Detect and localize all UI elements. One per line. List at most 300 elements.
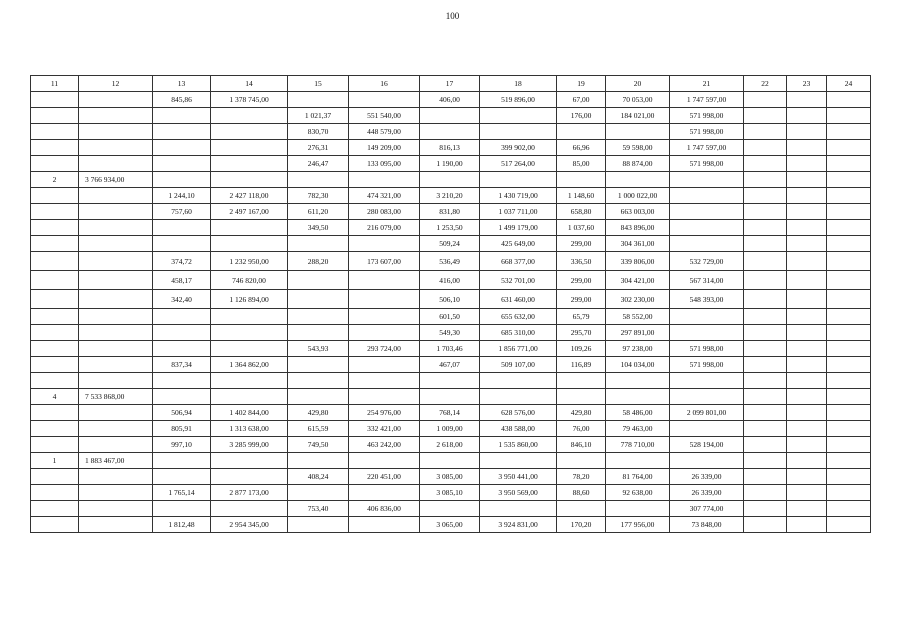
table-cell — [827, 140, 871, 156]
table-cell — [744, 309, 787, 325]
column-header: 13 — [153, 76, 211, 92]
table-row — [31, 469, 871, 485]
table-cell — [79, 124, 153, 140]
table-cell — [670, 188, 744, 204]
table-cell — [827, 172, 871, 188]
table-cell: 997,10 — [153, 437, 211, 453]
table-cell: 276,31 — [288, 140, 349, 156]
table-cell — [420, 501, 480, 517]
table-cell — [480, 453, 557, 469]
table-cell: 548 393,00 — [670, 290, 744, 309]
table-cell — [787, 437, 827, 453]
table-cell — [288, 92, 349, 108]
table-cell — [480, 373, 557, 389]
table-row — [31, 389, 871, 405]
table-cell: 295,70 — [557, 325, 606, 341]
table-cell — [31, 156, 79, 172]
table-cell: 1 009,00 — [420, 421, 480, 437]
table-cell — [153, 453, 211, 469]
table-cell: 506,10 — [420, 290, 480, 309]
table-cell — [787, 389, 827, 405]
table-cell: 246,47 — [288, 156, 349, 172]
table-cell — [420, 453, 480, 469]
table-cell: 3 950 569,00 — [480, 485, 557, 501]
table-cell — [211, 373, 288, 389]
table-cell: 571 998,00 — [670, 156, 744, 172]
table-cell: 2 497 167,00 — [211, 204, 288, 220]
table-cell: 1 190,00 — [420, 156, 480, 172]
table-cell: 81 764,00 — [606, 469, 670, 485]
table-cell — [79, 204, 153, 220]
table-cell — [744, 453, 787, 469]
table-cell: 1 037,60 — [557, 220, 606, 236]
table-cell — [827, 124, 871, 140]
table-cell: 26 339,00 — [670, 469, 744, 485]
table-cell: 173 607,00 — [349, 252, 420, 271]
table-cell: 1 856 771,00 — [480, 341, 557, 357]
table-cell: 846,10 — [557, 437, 606, 453]
table-cell — [79, 469, 153, 485]
table-row — [31, 236, 871, 252]
table-cell: 220 451,00 — [349, 469, 420, 485]
table-cell — [557, 172, 606, 188]
table-cell: 3 085,10 — [420, 485, 480, 501]
table-cell — [787, 341, 827, 357]
table-cell — [211, 172, 288, 188]
table-cell: 176,00 — [557, 108, 606, 124]
table-cell — [31, 437, 79, 453]
table-cell: 753,40 — [288, 501, 349, 517]
table-cell — [31, 220, 79, 236]
table-cell: 302 230,00 — [606, 290, 670, 309]
table-cell — [79, 108, 153, 124]
table-cell: 1 021,37 — [288, 108, 349, 124]
table-cell: 3 065,00 — [420, 517, 480, 533]
column-header: 19 — [557, 76, 606, 92]
table-cell — [79, 325, 153, 341]
table-cell: 571 998,00 — [670, 357, 744, 373]
table-cell — [31, 325, 79, 341]
table-row — [31, 325, 871, 341]
table-cell — [827, 156, 871, 172]
table-cell — [153, 389, 211, 405]
table-cell: 216 079,00 — [349, 220, 420, 236]
column-header: 23 — [787, 76, 827, 92]
table-cell — [153, 156, 211, 172]
table-cell: 3 210,20 — [420, 188, 480, 204]
table-cell — [744, 204, 787, 220]
table-cell: 297 891,00 — [606, 325, 670, 341]
table-cell: 1 883 467,00 — [79, 453, 153, 469]
table-cell: 1 253,50 — [420, 220, 480, 236]
table-cell — [288, 172, 349, 188]
table-cell: 1 402 844,00 — [211, 405, 288, 421]
table-cell — [787, 309, 827, 325]
table-cell — [31, 373, 79, 389]
table-cell — [153, 172, 211, 188]
table-cell — [288, 357, 349, 373]
table-cell — [670, 204, 744, 220]
table-cell — [606, 373, 670, 389]
table-cell — [827, 236, 871, 252]
table-cell: 1 364 862,00 — [211, 357, 288, 373]
table-cell — [349, 389, 420, 405]
table-cell: 429,80 — [288, 405, 349, 421]
table-cell: 104 034,00 — [606, 357, 670, 373]
table-cell — [420, 124, 480, 140]
table-cell — [288, 453, 349, 469]
table-cell — [79, 485, 153, 501]
table-cell — [420, 108, 480, 124]
table-cell — [480, 172, 557, 188]
table-cell — [827, 437, 871, 453]
table-cell — [211, 453, 288, 469]
table-cell — [288, 517, 349, 533]
table-cell — [79, 156, 153, 172]
table-cell — [79, 357, 153, 373]
table-cell — [31, 517, 79, 533]
table-cell — [827, 252, 871, 271]
table-cell: 1 747 597,00 — [670, 92, 744, 108]
table-cell: 307 774,00 — [670, 501, 744, 517]
table-cell — [606, 389, 670, 405]
table-cell: 1 313 638,00 — [211, 421, 288, 437]
column-header: 21 — [670, 76, 744, 92]
table-cell: 668 377,00 — [480, 252, 557, 271]
table-cell — [787, 485, 827, 501]
table-row — [31, 108, 871, 124]
table-cell: 3 085,00 — [420, 469, 480, 485]
table-cell — [79, 220, 153, 236]
column-header: 11 — [31, 76, 79, 92]
table-cell — [480, 501, 557, 517]
column-header: 20 — [606, 76, 670, 92]
table-cell — [787, 373, 827, 389]
table-cell — [670, 373, 744, 389]
table-cell — [31, 501, 79, 517]
table-cell — [349, 92, 420, 108]
table-cell — [787, 271, 827, 290]
table-cell: 304 421,00 — [606, 271, 670, 290]
table-cell — [31, 252, 79, 271]
table-cell: 778 710,00 — [606, 437, 670, 453]
table-cell: 2 427 118,00 — [211, 188, 288, 204]
table-cell: 1 499 179,00 — [480, 220, 557, 236]
table-cell — [787, 156, 827, 172]
table-cell: 1 232 950,00 — [211, 252, 288, 271]
table-cell — [787, 290, 827, 309]
table-cell: 571 998,00 — [670, 108, 744, 124]
table-cell: 304 361,00 — [606, 236, 670, 252]
table-cell — [827, 108, 871, 124]
table-cell — [153, 140, 211, 156]
table-cell: 2 099 801,00 — [670, 405, 744, 421]
table-cell — [744, 220, 787, 236]
table-cell: 658,80 — [557, 204, 606, 220]
table-cell — [288, 485, 349, 501]
table-cell: 509 107,00 — [480, 357, 557, 373]
table-cell: 474 321,00 — [349, 188, 420, 204]
table-cell — [787, 325, 827, 341]
header-row — [31, 76, 871, 92]
table-cell — [787, 453, 827, 469]
table-cell: 288,20 — [288, 252, 349, 271]
table-cell: 7 533 868,00 — [79, 389, 153, 405]
table-cell — [744, 501, 787, 517]
table-cell — [79, 517, 153, 533]
table-cell — [744, 236, 787, 252]
table-cell: 336,50 — [557, 252, 606, 271]
table-cell: 782,30 — [288, 188, 349, 204]
table-cell — [153, 501, 211, 517]
table-cell — [744, 188, 787, 204]
table-cell — [670, 172, 744, 188]
table-cell: 116,89 — [557, 357, 606, 373]
table-row — [31, 453, 871, 469]
table-cell — [211, 325, 288, 341]
table-cell: 1 — [31, 453, 79, 469]
table-cell: 517 264,00 — [480, 156, 557, 172]
table-cell: 831,80 — [420, 204, 480, 220]
table-cell: 65,79 — [557, 309, 606, 325]
table-cell: 571 998,00 — [670, 124, 744, 140]
table-cell — [787, 172, 827, 188]
table-cell — [557, 373, 606, 389]
table-cell — [31, 108, 79, 124]
table-cell — [787, 517, 827, 533]
table-cell: 551 540,00 — [349, 108, 420, 124]
table-cell — [31, 124, 79, 140]
table-cell: 79 463,00 — [606, 421, 670, 437]
table-cell: 3 950 441,00 — [480, 469, 557, 485]
column-header: 17 — [420, 76, 480, 92]
table-cell: 408,24 — [288, 469, 349, 485]
table-row — [31, 290, 871, 309]
table-cell: 88,60 — [557, 485, 606, 501]
table-cell — [670, 389, 744, 405]
table-cell — [31, 421, 79, 437]
table-cell — [606, 124, 670, 140]
table-cell — [31, 357, 79, 373]
table-cell: 1 148,60 — [557, 188, 606, 204]
table-cell — [744, 290, 787, 309]
table-row — [31, 188, 871, 204]
table-cell — [827, 357, 871, 373]
table-cell: 2 — [31, 172, 79, 188]
table-cell — [827, 220, 871, 236]
table-cell: 177 956,00 — [606, 517, 670, 533]
table-cell: 1 765,14 — [153, 485, 211, 501]
table-cell — [31, 236, 79, 252]
table-cell — [288, 309, 349, 325]
table-cell: 399 902,00 — [480, 140, 557, 156]
table-cell — [827, 501, 871, 517]
table-cell: 78,20 — [557, 469, 606, 485]
table-cell — [787, 421, 827, 437]
table-cell: 66,96 — [557, 140, 606, 156]
table-cell — [606, 172, 670, 188]
table-cell — [744, 252, 787, 271]
table-cell — [288, 236, 349, 252]
table-cell — [31, 405, 79, 421]
table-cell: 749,50 — [288, 437, 349, 453]
table-cell — [211, 236, 288, 252]
table-cell — [744, 373, 787, 389]
table-cell — [31, 290, 79, 309]
table-cell — [349, 290, 420, 309]
table-cell — [79, 92, 153, 108]
table-cell — [211, 124, 288, 140]
table-cell: 458,17 — [153, 271, 211, 290]
table-cell: 299,00 — [557, 290, 606, 309]
table-cell — [211, 220, 288, 236]
table-row — [31, 92, 871, 108]
table-cell — [288, 290, 349, 309]
table-cell — [744, 172, 787, 188]
table-cell: 509,24 — [420, 236, 480, 252]
table-cell: 1 703,46 — [420, 341, 480, 357]
table-cell — [349, 373, 420, 389]
table-cell — [31, 188, 79, 204]
table-row — [31, 124, 871, 140]
table-cell — [31, 204, 79, 220]
table-cell: 467,07 — [420, 357, 480, 373]
table-cell — [744, 156, 787, 172]
table-cell — [79, 271, 153, 290]
table-cell: 768,14 — [420, 405, 480, 421]
table-cell: 611,20 — [288, 204, 349, 220]
table-cell: 425 649,00 — [480, 236, 557, 252]
table-cell — [79, 236, 153, 252]
table-cell: 349,50 — [288, 220, 349, 236]
table-cell — [557, 389, 606, 405]
table-cell — [827, 373, 871, 389]
table-cell: 532 701,00 — [480, 271, 557, 290]
table-cell — [480, 108, 557, 124]
table-cell — [744, 357, 787, 373]
table-row — [31, 341, 871, 357]
table-cell: 506,94 — [153, 405, 211, 421]
table-cell — [787, 220, 827, 236]
table-cell: 342,40 — [153, 290, 211, 309]
table-cell: 254 976,00 — [349, 405, 420, 421]
table-cell: 843 896,00 — [606, 220, 670, 236]
table-cell: 845,86 — [153, 92, 211, 108]
table-cell — [827, 325, 871, 341]
table-cell: 615,59 — [288, 421, 349, 437]
table-cell — [349, 453, 420, 469]
table-cell — [79, 140, 153, 156]
table-cell — [670, 453, 744, 469]
table-cell — [787, 188, 827, 204]
table-cell: 655 632,00 — [480, 309, 557, 325]
table-cell — [827, 188, 871, 204]
table-row — [31, 140, 871, 156]
table-cell — [827, 309, 871, 325]
table-cell — [787, 108, 827, 124]
table-cell — [744, 124, 787, 140]
table-cell: 1 000 022,00 — [606, 188, 670, 204]
table-cell — [153, 124, 211, 140]
table-cell: 58 552,00 — [606, 309, 670, 325]
column-header: 24 — [827, 76, 871, 92]
table-cell: 1 378 745,00 — [211, 92, 288, 108]
table-cell — [606, 501, 670, 517]
table-cell — [787, 357, 827, 373]
table-cell — [787, 236, 827, 252]
table-cell — [557, 501, 606, 517]
column-header: 22 — [744, 76, 787, 92]
table-row — [31, 309, 871, 325]
table-cell: 2 618,00 — [420, 437, 480, 453]
table-cell: 4 — [31, 389, 79, 405]
table-cell — [557, 124, 606, 140]
table-cell: 1 430 719,00 — [480, 188, 557, 204]
table-cell: 58 486,00 — [606, 405, 670, 421]
table-cell: 1 747 597,00 — [670, 140, 744, 156]
table-cell: 685 310,00 — [480, 325, 557, 341]
table-cell: 532 729,00 — [670, 252, 744, 271]
table-cell: 67,00 — [557, 92, 606, 108]
table-cell: 519 896,00 — [480, 92, 557, 108]
table-cell — [670, 309, 744, 325]
table-cell — [827, 453, 871, 469]
table-cell: 332 421,00 — [349, 421, 420, 437]
table-cell — [79, 421, 153, 437]
table-cell: 1 126 894,00 — [211, 290, 288, 309]
table-row — [31, 437, 871, 453]
table-cell — [153, 236, 211, 252]
table-cell: 757,60 — [153, 204, 211, 220]
table-cell — [288, 373, 349, 389]
table-cell — [827, 92, 871, 108]
table-cell — [744, 140, 787, 156]
table-cell: 299,00 — [557, 271, 606, 290]
column-header: 18 — [480, 76, 557, 92]
table-cell: 109,26 — [557, 341, 606, 357]
table-cell — [211, 108, 288, 124]
table-cell — [827, 517, 871, 533]
table-cell: 463 242,00 — [349, 437, 420, 453]
table-cell — [744, 325, 787, 341]
table-cell — [31, 140, 79, 156]
table-cell — [787, 501, 827, 517]
table-cell — [79, 373, 153, 389]
table-cell — [744, 341, 787, 357]
table-cell — [787, 124, 827, 140]
table-row — [31, 252, 871, 271]
table-cell: 406,00 — [420, 92, 480, 108]
table-cell — [79, 437, 153, 453]
table-cell: 184 021,00 — [606, 108, 670, 124]
table-cell — [153, 341, 211, 357]
table-cell — [420, 389, 480, 405]
table-row — [31, 421, 871, 437]
table-cell: 406 836,00 — [349, 501, 420, 517]
column-header: 15 — [288, 76, 349, 92]
table-cell — [827, 204, 871, 220]
table-cell: 3 766 934,00 — [79, 172, 153, 188]
table-cell — [349, 172, 420, 188]
table-cell: 601,50 — [420, 309, 480, 325]
table-cell — [153, 325, 211, 341]
table-row — [31, 220, 871, 236]
table-cell: 805,91 — [153, 421, 211, 437]
table-cell: 299,00 — [557, 236, 606, 252]
data-table — [30, 75, 871, 533]
table-cell: 528 194,00 — [670, 437, 744, 453]
table-cell: 26 339,00 — [670, 485, 744, 501]
